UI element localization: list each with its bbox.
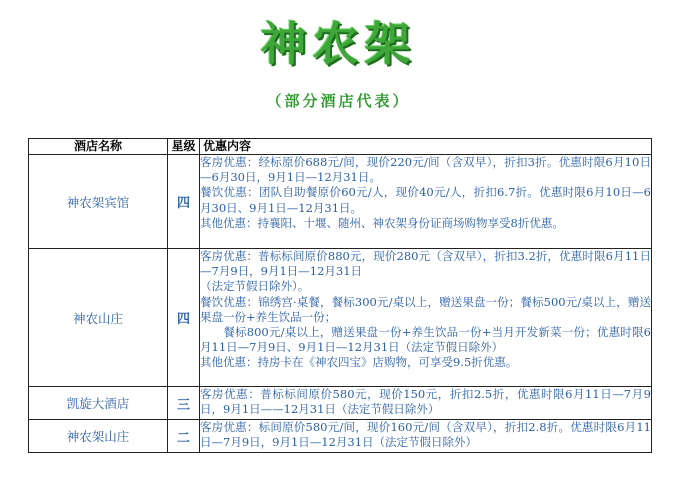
page-subtitle: （部分酒店代表） xyxy=(266,92,411,110)
star-rating: 二 xyxy=(168,420,200,453)
hotel-name: 凯旋大酒店 xyxy=(29,387,168,420)
holiday-note: （法定节假日除外）。 xyxy=(200,279,310,294)
table-row xyxy=(29,155,652,249)
column-header-star-rating: 星级 xyxy=(168,139,200,155)
hotel-discount-table xyxy=(28,138,652,453)
star-rating: 三 xyxy=(168,387,200,420)
discount-content xyxy=(200,155,652,249)
table-header-row xyxy=(29,139,652,155)
hotel-name: 神农架山庄 xyxy=(29,420,168,453)
discount-content xyxy=(200,420,652,453)
dining-discount: 餐饮优惠：团队自助餐原价60元/人，现价40元/人，折扣6.7折。优惠时限6月10日—6月30日、9月1日—12月31日。 xyxy=(200,185,651,215)
star-rating: 四 xyxy=(168,249,200,387)
page-title: 神农架 xyxy=(260,17,417,71)
discount-content xyxy=(200,387,652,420)
hotel-name: 神农架宾馆 xyxy=(29,155,168,249)
table-row xyxy=(29,387,652,420)
star-rating: 四 xyxy=(168,155,200,249)
room-discount: 客房优惠：普标标间原价580元，现价150元，折扣2.5折，优惠时限6月11日—7月9日，9月1日——12月31日（法定节假日除外） xyxy=(200,387,651,417)
dining-discount-premium: 餐标800元/桌以上，赠送果盘一份+养生饮品一份+当月开发新菜一份；优惠时限6月11日—7月9日、9月1日—12月31日（法定节假日除外） xyxy=(200,325,651,355)
column-header-discount-content: 优惠内容 xyxy=(200,139,652,155)
hotel-name: 神农山庄 xyxy=(29,249,168,387)
other-discount: 其他优惠：持襄阳、十堰、随州、神农架身份证商场购物享受8折优惠。 xyxy=(200,215,564,230)
room-discount: 客房优惠：经标原价688元/间，现价220元/间（含双早），折扣3折。优惠时限6月10日—6月30日，9月1日—12月31日。 xyxy=(200,155,651,185)
table-row xyxy=(29,420,652,453)
room-discount: 客房优惠：标间原价580元/间，现价160元/间（含双早），折扣2.8折。优惠时限6月11日—7月9日，9月1日—12月31日（法定节假日除外） xyxy=(200,420,651,450)
table-row xyxy=(29,249,652,387)
column-header-hotel-name: 酒店名称 xyxy=(29,139,168,155)
discount-content xyxy=(200,249,652,387)
other-discount: 其他优惠：持房卡在《神农四宝》店购物，可享受9.5折优惠。 xyxy=(200,355,518,370)
dining-discount: 餐饮优惠：锦绣宫·桌餐，餐标300元/桌以上，赠送果盘一份；餐标500元/桌以上，赠送果盘一份+养生饮品一份； xyxy=(200,294,651,324)
room-discount: 客房优惠：普标标间原价880元，现价280元（含双早），折扣3.2折，优惠时限6月11日—7月9日，9月1日—12月31日 xyxy=(200,249,651,279)
